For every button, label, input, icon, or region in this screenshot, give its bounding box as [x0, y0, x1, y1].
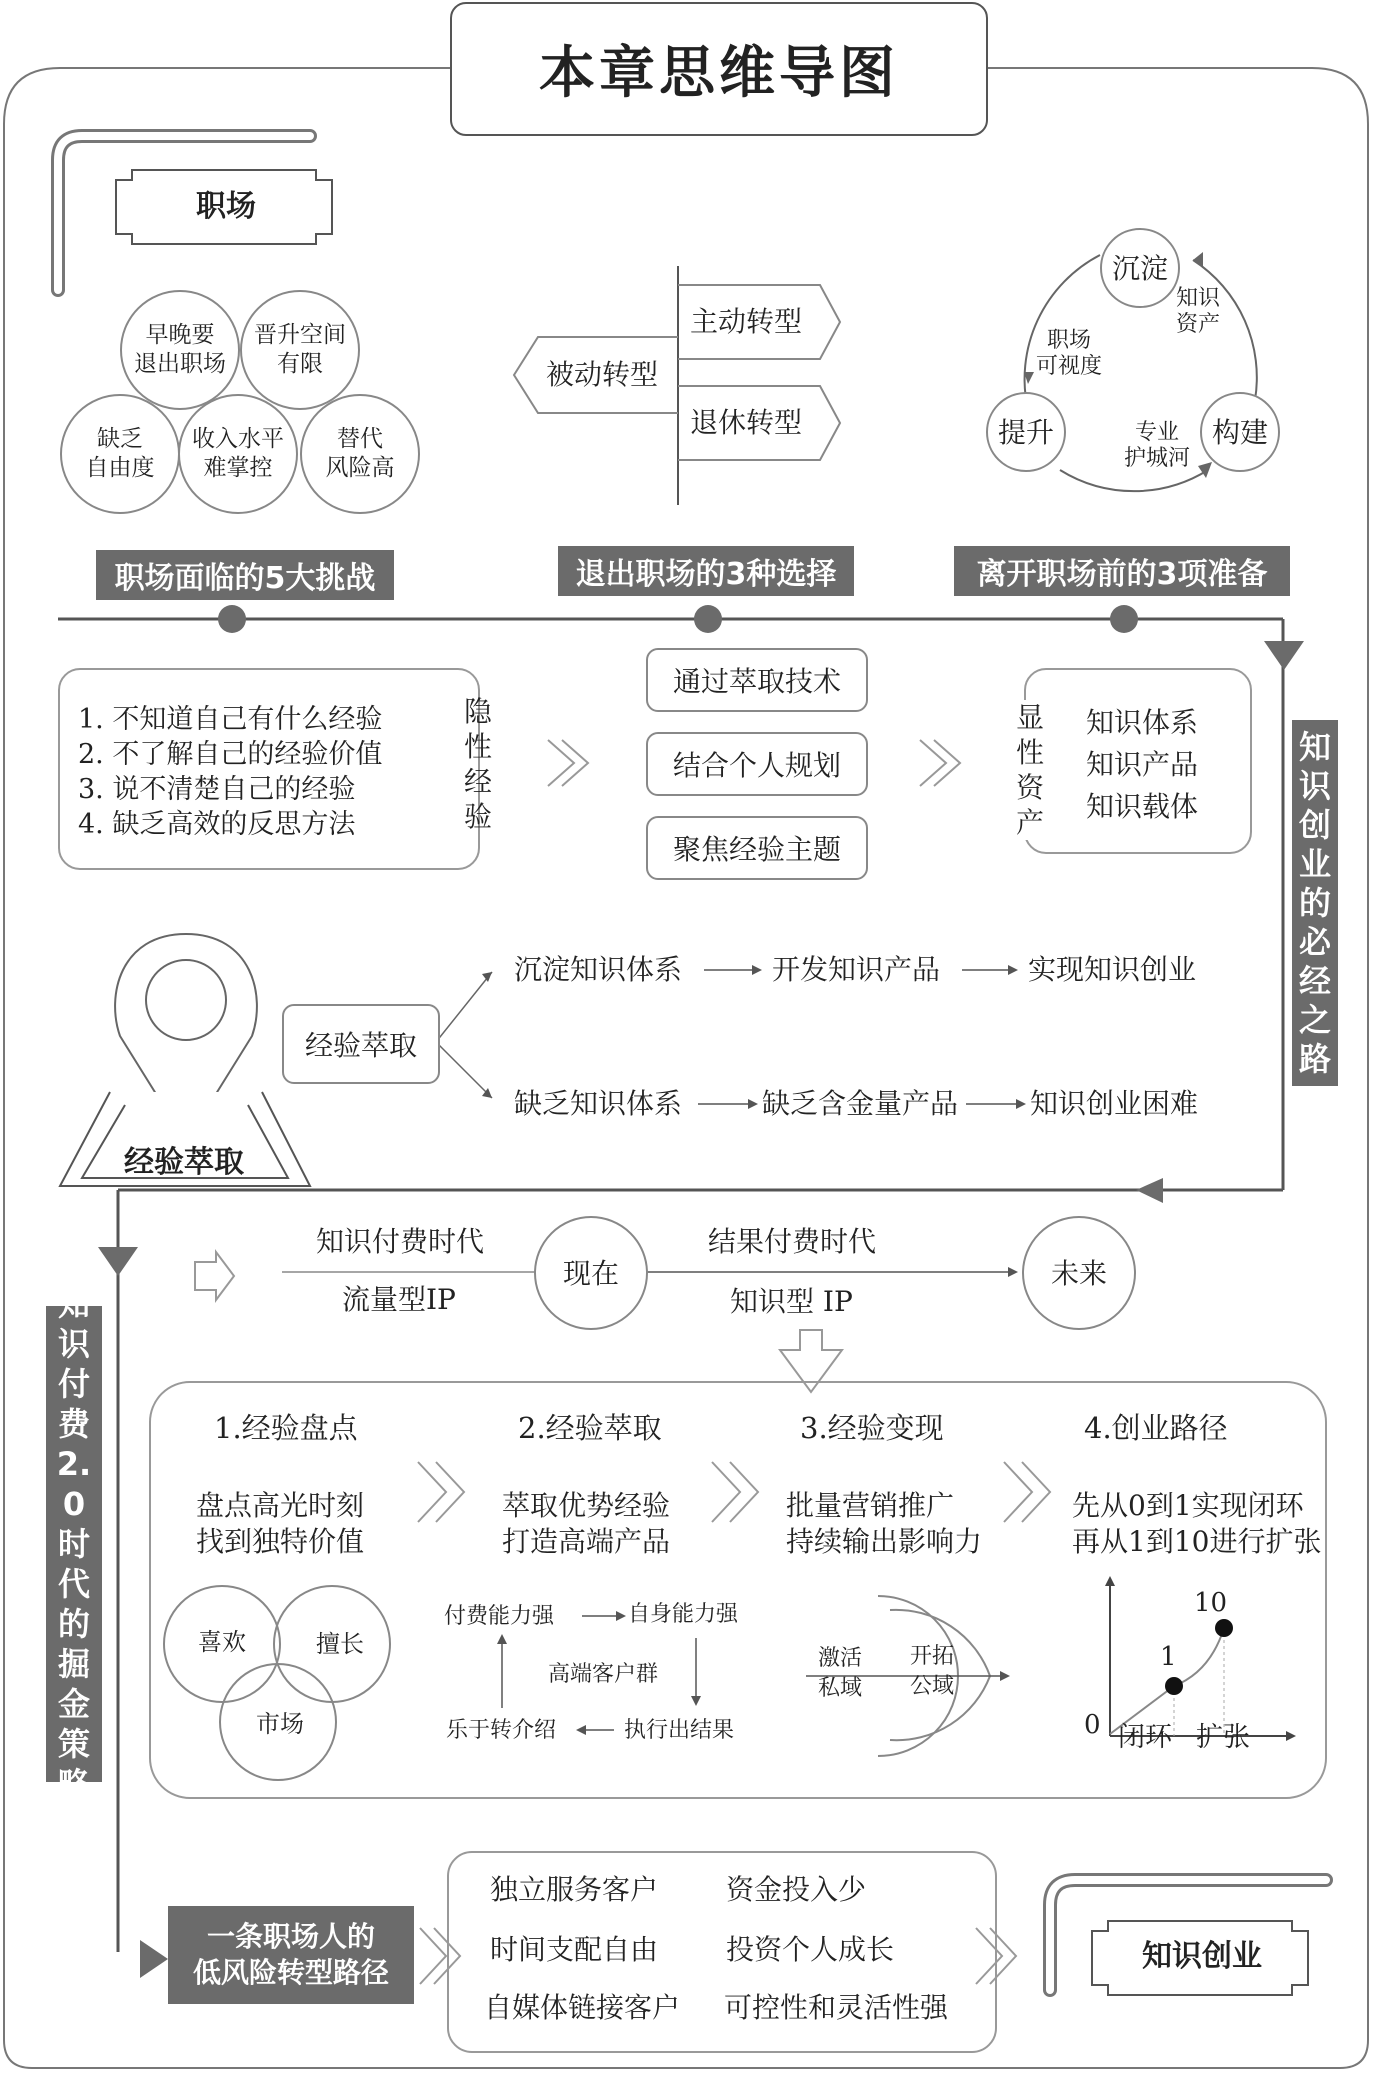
explicit-item: 知识产品: [1086, 748, 1199, 781]
future-top: 结果付费时代: [708, 1225, 877, 1258]
step-desc: 打造高端产品: [502, 1525, 671, 1558]
step-title: 4.创业路径: [1084, 1411, 1228, 1445]
step-desc: 萃取优势经验: [502, 1489, 671, 1522]
explicit-item: 知识体系: [1086, 706, 1199, 739]
left-banner-text: 知识付费2.0时代的掘金策略: [56, 1285, 92, 1803]
right-banner-text: 知识创业的必经之路: [1299, 727, 1332, 1078]
path-good-1: 沉淀知识体系: [514, 953, 683, 986]
challenges-banner: 职场面临的5大挑战: [96, 550, 394, 600]
challenge-item: 缺乏 自由度: [60, 394, 180, 514]
growth-zero: 0: [1084, 1710, 1101, 1740]
method-item: 结合个人规划: [646, 732, 868, 796]
method-item: 聚焦经验主题: [646, 816, 868, 880]
benefit-left: 自媒体链接客户: [484, 1991, 681, 2024]
explicit-box: [1024, 668, 1252, 854]
choices-banner: 退出职场的3种选择: [558, 546, 854, 596]
page-title: 本章思维导图: [539, 41, 899, 106]
method-item: 通过萃取技术: [646, 648, 868, 712]
tacit-item: 1. 不知道自己有什么经验: [78, 704, 383, 735]
growth-loop: 闭环: [1118, 1722, 1172, 1753]
explicit-label: 显性资产: [1016, 701, 1045, 839]
benefit-right: 可控性和灵活性强: [724, 1991, 949, 2024]
benefit-right: 投资个人成长: [726, 1933, 895, 1966]
step-title: 1.经验盘点: [214, 1411, 358, 1445]
prep-node: 提升: [986, 392, 1066, 472]
cycle-item: 自身能力强: [628, 1602, 739, 1627]
step-desc: 批量营销推广: [786, 1489, 955, 1522]
path-bad-3: 知识创业困难: [1030, 1087, 1199, 1120]
private-domain: 激活 私域: [818, 1646, 863, 1701]
prep-node: 构建: [1200, 392, 1280, 472]
cycle-center: 高端客户群: [548, 1662, 659, 1687]
tacit-item: 3. 说不清楚自己的经验: [78, 774, 356, 805]
explicit-item: 知识载体: [1086, 790, 1199, 823]
challenge-item: 晋升空间 有限: [240, 290, 360, 410]
past-bottom: 流量型IP: [342, 1283, 456, 1316]
title-box: [450, 2, 988, 136]
choice-active: 主动转型: [690, 305, 803, 338]
growth-ten: 10: [1194, 1588, 1228, 1618]
future-bottom: 知识型 IP: [730, 1285, 853, 1318]
growth-one: 1: [1160, 1642, 1177, 1672]
prep-node: 沉淀: [1100, 228, 1180, 308]
venn-like: 喜欢: [198, 1628, 246, 1656]
pin-label: 经验萃取: [124, 1145, 244, 1180]
venn-good-at: 擅长: [316, 1630, 364, 1658]
workplace-tag: 职场: [196, 189, 256, 224]
benefit-left: 独立服务客户: [490, 1873, 659, 1906]
challenge-item: 早晚要 退出职场: [120, 290, 240, 410]
step-desc: 持续输出影响力: [786, 1525, 983, 1558]
prep-banner: 离开职场前的3项准备: [954, 546, 1290, 596]
venn-market: 市场: [256, 1710, 304, 1738]
step-desc: 再从1到10进行扩张: [1072, 1525, 1322, 1558]
prep-edge: 专业 护城河: [1124, 420, 1191, 472]
challenge-item: 替代 风险高: [300, 394, 420, 514]
right-banner: [1292, 720, 1338, 1086]
path-bad-1: 缺乏知识体系: [514, 1087, 683, 1120]
prep-edge: 知识 资产: [1176, 286, 1221, 338]
step-desc: 找到独特价值: [196, 1525, 365, 1558]
tacit-item: 4. 缺乏高效的反思方法: [78, 809, 356, 840]
step-title: 2.经验萃取: [518, 1411, 662, 1445]
challenge-item: 收入水平 难掌控: [178, 394, 298, 514]
cycle-item: 付费能力强: [444, 1604, 555, 1629]
cycle-item: 执行出结果: [624, 1718, 735, 1743]
path-bad-2: 缺乏含金量产品: [762, 1087, 959, 1120]
future-node: 未来: [1022, 1216, 1136, 1330]
benefit-left: 时间支配自由: [490, 1933, 659, 1966]
public-domain: 开拓 公域: [910, 1644, 955, 1699]
left-banner: [46, 1285, 102, 1803]
benefit-right: 资金投入少: [726, 1873, 867, 1906]
past-top: 知识付费时代: [316, 1225, 485, 1258]
step-desc: 先从0到1实现闭环: [1072, 1489, 1304, 1522]
choice-retire: 退休转型: [690, 406, 803, 439]
prep-edge: 职场 可视度: [1036, 328, 1103, 380]
choice-passive: 被动转型: [546, 358, 659, 391]
path-good-3: 实现知识创业: [1028, 953, 1197, 986]
cycle-item: 乐于转介绍: [446, 1718, 557, 1743]
step-title: 3.经验变现: [800, 1411, 944, 1445]
tacit-label: 隐性经验: [464, 695, 493, 833]
path-good-2: 开发知识产品: [772, 953, 941, 986]
step-desc: 盘点高光时刻: [196, 1489, 365, 1522]
end-tag: 知识创业: [1142, 1939, 1262, 1974]
tacit-item: 2. 不了解自己的经验价值: [78, 739, 383, 770]
growth-expand: 扩张: [1196, 1722, 1250, 1753]
now-node: 现在: [534, 1216, 648, 1330]
bottom-banner: 一条职场人的 低风险转型路径: [168, 1906, 414, 2004]
extraction-source: 经验萃取: [282, 1004, 440, 1084]
tacit-box: [58, 668, 480, 870]
